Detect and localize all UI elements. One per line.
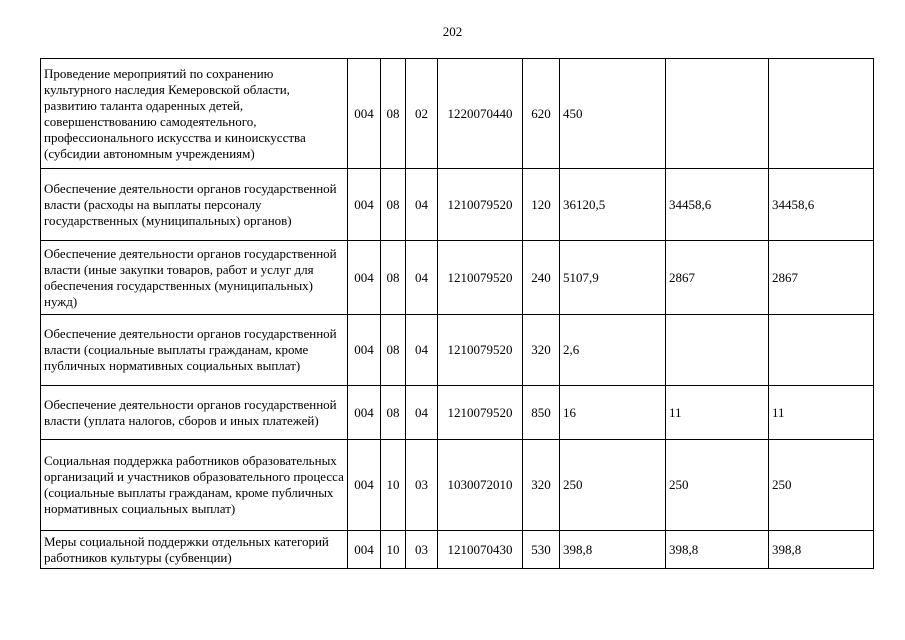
table-row — [41, 531, 874, 569]
target-article-code: 1210070430 — [438, 531, 523, 569]
ministry-code: 004 — [348, 531, 381, 569]
expense-type-code: 240 — [523, 241, 560, 315]
section-code: 08 — [381, 315, 406, 386]
amount-3 — [769, 315, 874, 386]
ministry-code: 004 — [348, 386, 381, 440]
row-description: Проведение мероприятий по сохранению культурного наследия Кемеровской области, развитию таланта одаренных детей, совершенствованию самодеятельного, профессионального искусства и киноискусства (субсидии автономным учреждениям) — [41, 59, 348, 169]
subsection-code: 03 — [406, 531, 438, 569]
expense-type-code: 320 — [523, 315, 560, 386]
target-article-code: 1210079520 — [438, 169, 523, 241]
expense-type-code: 530 — [523, 531, 560, 569]
ministry-code: 004 — [348, 315, 381, 386]
table-row — [41, 59, 874, 169]
subsection-code: 04 — [406, 169, 438, 241]
section-code: 08 — [381, 386, 406, 440]
amount-1: 250 — [560, 440, 666, 531]
amount-2: 11 — [666, 386, 769, 440]
section-code: 10 — [381, 531, 406, 569]
target-article-code: 1210079520 — [438, 241, 523, 315]
amount-1: 450 — [560, 59, 666, 169]
expense-type-code: 320 — [523, 440, 560, 531]
amount-3: 2867 — [769, 241, 874, 315]
section-code: 10 — [381, 440, 406, 531]
row-description: Меры социальной поддержки отдельных категорий работников культуры (субвенции) — [41, 531, 348, 569]
amount-3: 250 — [769, 440, 874, 531]
ministry-code: 004 — [348, 241, 381, 315]
target-article-code: 1210079520 — [438, 315, 523, 386]
row-description: Социальная поддержка работников образовательных организаций и участников образовательного процесса (социальные выплаты гражданам, кроме публичных нормативных социальных выплат) — [41, 440, 348, 531]
subsection-code: 04 — [406, 386, 438, 440]
subsection-code: 04 — [406, 241, 438, 315]
amount-1: 16 — [560, 386, 666, 440]
row-description: Обеспечение деятельности органов государственной власти (иные закупки товаров, работ и услуг для обеспечения государственных (муниципальных) нужд) — [41, 241, 348, 315]
amount-2 — [666, 315, 769, 386]
amount-3: 11 — [769, 386, 874, 440]
row-description: Обеспечение деятельности органов государственной власти (социальные выплаты гражданам, кроме публичных нормативных социальных выплат) — [41, 315, 348, 386]
page-number: 202 — [442, 24, 463, 39]
amount-2 — [666, 59, 769, 169]
amount-1: 2,6 — [560, 315, 666, 386]
expense-type-code: 120 — [523, 169, 560, 241]
table-row — [41, 169, 874, 241]
amount-3 — [769, 59, 874, 169]
target-article-code: 1210079520 — [438, 386, 523, 440]
ministry-code: 004 — [348, 59, 381, 169]
table-row — [41, 386, 874, 440]
ministry-code: 004 — [348, 169, 381, 241]
expense-type-code: 850 — [523, 386, 560, 440]
section-code: 08 — [381, 59, 406, 169]
amount-2: 34458,6 — [666, 169, 769, 241]
subsection-code: 03 — [406, 440, 438, 531]
table-row — [41, 315, 874, 386]
table-row — [41, 241, 874, 315]
amount-2: 2867 — [666, 241, 769, 315]
amount-1: 5107,9 — [560, 241, 666, 315]
row-description: Обеспечение деятельности органов государственной власти (расходы на выплаты персоналу государственных (муниципальных) органов) — [41, 169, 348, 241]
amount-1: 398,8 — [560, 531, 666, 569]
amount-3: 34458,6 — [769, 169, 874, 241]
expense-type-code: 620 — [523, 59, 560, 169]
target-article-code: 1030072010 — [438, 440, 523, 531]
section-code: 08 — [381, 241, 406, 315]
section-code: 08 — [381, 169, 406, 241]
amount-2: 398,8 — [666, 531, 769, 569]
budget-table — [40, 58, 874, 569]
subsection-code: 02 — [406, 59, 438, 169]
amount-2: 250 — [666, 440, 769, 531]
ministry-code: 004 — [348, 440, 381, 531]
amount-3: 398,8 — [769, 531, 874, 569]
subsection-code: 04 — [406, 315, 438, 386]
row-description: Обеспечение деятельности органов государственной власти (уплата налогов, сборов и иных платежей) — [41, 386, 348, 440]
target-article-code: 1220070440 — [438, 59, 523, 169]
table-row — [41, 440, 874, 531]
amount-1: 36120,5 — [560, 169, 666, 241]
